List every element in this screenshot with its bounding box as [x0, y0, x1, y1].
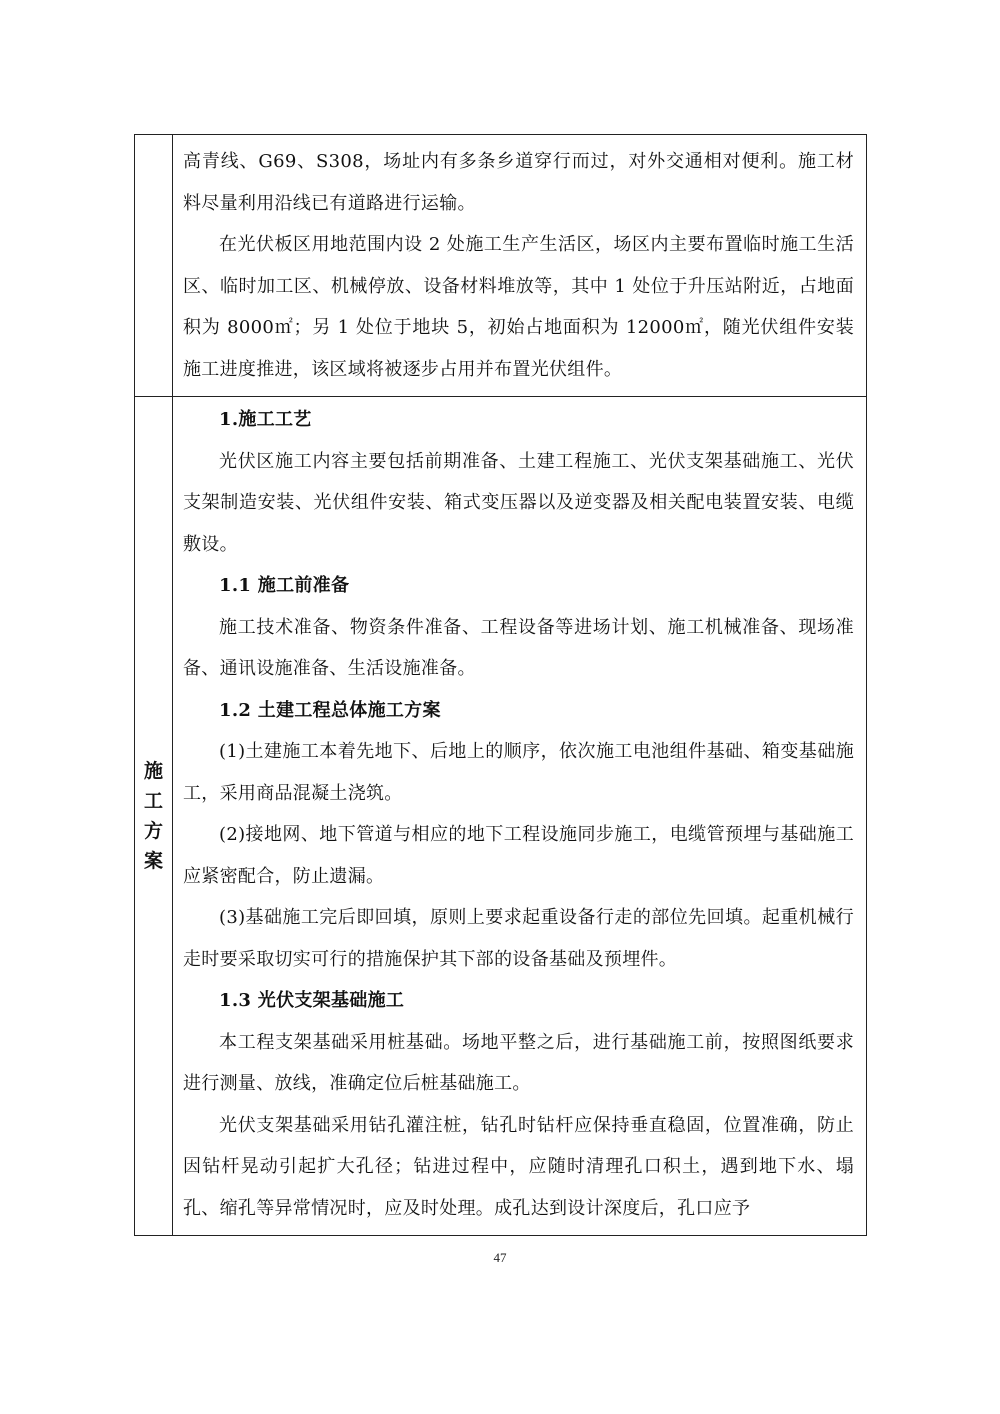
- document-table: [134, 134, 867, 1236]
- heading-civil-works: 1.2 土建工程总体施工方案: [219, 699, 441, 721]
- row-label-construction-plan: 施工方案: [143, 760, 163, 872]
- page-number: 47: [493, 1250, 507, 1265]
- row-label-cell-construction-plan: [135, 397, 173, 1236]
- content-cell-site-access: [173, 135, 867, 397]
- table-row: [135, 135, 867, 397]
- paragraph-pv-foundation-2: 光伏支架基础采用钻孔灌注桩，钻孔时钻杆应保持垂直稳固，位置准确，防止因钻杆晃动引起扩大孔径；钻进过程中，应随时清理孔口积土，遇到地下水、塌孔、缩孔等异常情况时，应及时处理。成孔达到设计深度后，孔口应予: [183, 1114, 854, 1219]
- paragraph-civil-works-2: (2)接地网、地下管道与相应的地下工程设施同步施工，电缆管预埋与基础施工应紧密配合，防止遗漏。: [183, 824, 854, 887]
- paragraph-civil-works-1: (1)土建施工本着先地下、后地上的顺序，依次施工电池组件基础、箱变基础施工，采用商品混凝土浇筑。: [183, 741, 854, 804]
- paragraph-civil-works-3: (3)基础施工完后即回填，原则上要求起重设备行走的部位先回填。起重机械行走时要采取切实可行的措施保护其下部的设备基础及预埋件。: [183, 907, 854, 970]
- paragraph-pv-foundation-1: 本工程支架基础采用桩基础。场地平整之后，进行基础施工前，按照图纸要求进行测量、放线，准确定位后桩基础施工。: [183, 1031, 854, 1094]
- content-cell-construction-plan: [173, 397, 867, 1236]
- heading-construction-process: 1.施工工艺: [219, 409, 312, 430]
- paragraph-pre-construction: 施工技术准备、物资条件准备、工程设备等进场计划、施工机械准备、现场准备、通讯设施准备、生活设施准备。: [183, 616, 854, 679]
- heading-pv-foundation: 1.3 光伏支架基础施工: [219, 990, 405, 1011]
- paragraph-traffic: 高青线、G69、S308，场址内有多条乡道穿行而过，对外交通相对便利。施工材料尽量利用沿线已有道路进行运输。: [183, 151, 854, 214]
- paragraph-living-area: 在光伏板区用地范围内设 2 处施工生产生活区，场区内主要布置临时施工生活区、临时加工区、机械停放、设备材料堆放等，其中 1 处位于升压站附近，占地面积为 8000㎡；另 1 处位于地块 5，初始占地面积为 12000㎡，随光伏组件安装施工进度推进，该区域将被逐步占用并布置光伏组件。: [183, 234, 854, 380]
- paragraph-construction-scope: 光伏区施工内容主要包括前期准备、土建工程施工、光伏支架基础施工、光伏支架制造安装、光伏组件安装、箱式变压器以及逆变器及相关配电装置安装、电缆敷设。: [183, 450, 854, 555]
- row-label-cell-empty: [135, 135, 173, 397]
- table-row: [135, 397, 867, 1236]
- heading-pre-construction: 1.1 施工前准备: [219, 575, 350, 596]
